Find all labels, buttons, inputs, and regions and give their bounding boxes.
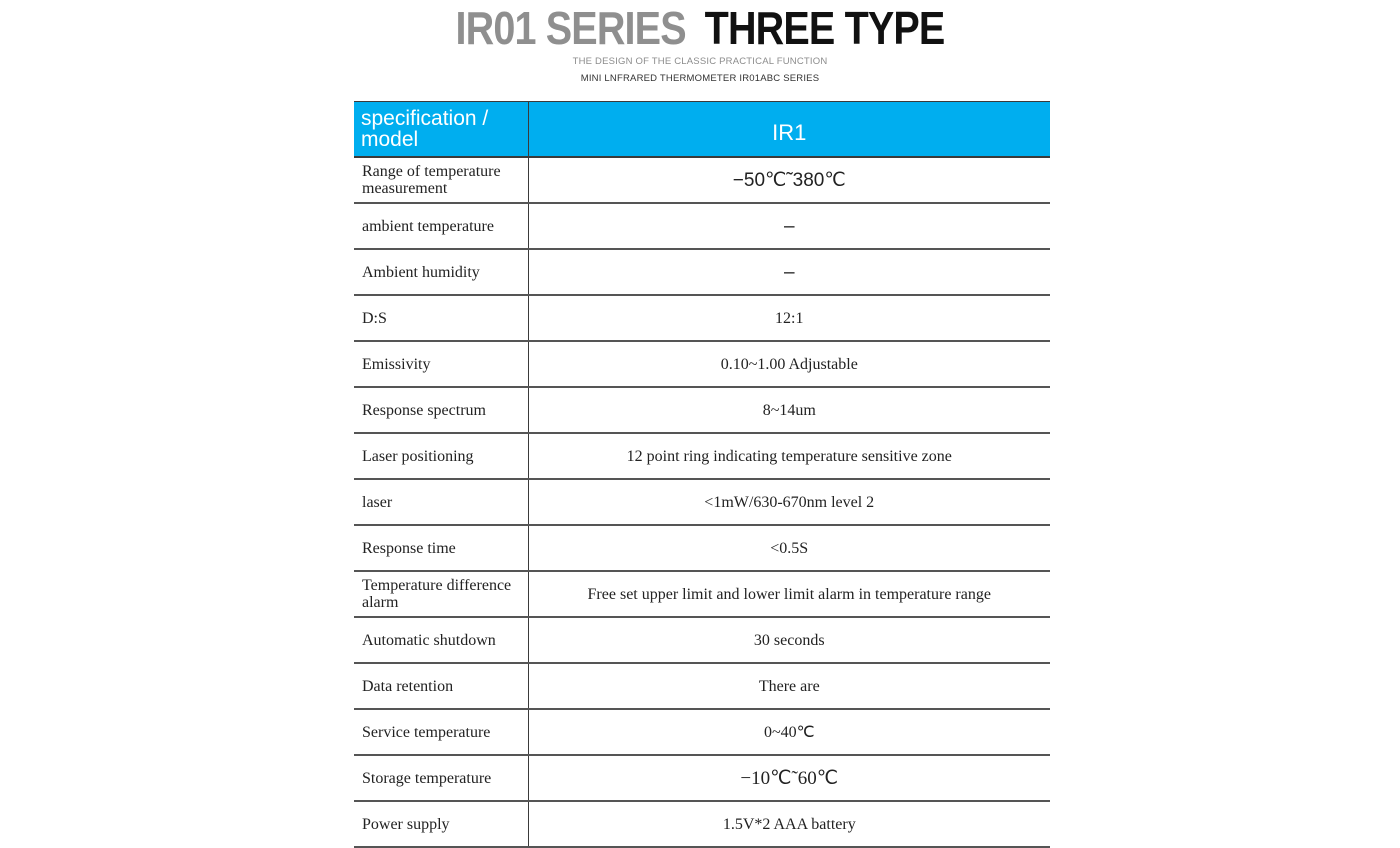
row-value: 0~40℃: [528, 709, 1050, 755]
header-label: specification / model: [354, 102, 528, 158]
table-row: [354, 249, 1050, 295]
row-value: –: [528, 249, 1050, 295]
row-value: –: [528, 203, 1050, 249]
subtitle-series: MINI LNFRARED THERMOMETER IR01ABC SERIES: [580, 73, 820, 84]
row-label: Response spectrum: [354, 387, 528, 433]
table-row: [354, 341, 1050, 387]
title-series: IR01 SERIES: [455, 2, 686, 54]
row-label: Power supply: [354, 801, 528, 847]
row-label: Service temperature: [354, 709, 528, 755]
row-value: −50℃˜380℃: [528, 157, 1050, 203]
table-row: [354, 295, 1050, 341]
row-label: Laser positioning: [354, 433, 528, 479]
row-value: 1.5V*2 AAA battery: [528, 801, 1050, 847]
table-row: [354, 801, 1050, 847]
title-type: THREE TYPE: [704, 2, 945, 54]
row-label: laser: [354, 479, 528, 525]
subtitle-design: THE DESIGN OF THE CLASSIC PRACTICAL FUNCTION: [572, 56, 828, 67]
row-label: Ambient humidity: [354, 249, 528, 295]
row-label: Emissivity: [354, 341, 528, 387]
row-value: <0.5S: [528, 525, 1050, 571]
row-value: 0.10~1.00 Adjustable: [528, 341, 1050, 387]
row-label: Storage temperature: [354, 755, 528, 801]
row-label: Response time: [354, 525, 528, 571]
table-row: [354, 479, 1050, 525]
row-label: Temperature difference alarm: [354, 571, 528, 617]
row-value: 12 point ring indicating temperature sensitive zone: [528, 433, 1050, 479]
row-label: Automatic shutdown: [354, 617, 528, 663]
row-value: 12:1: [528, 295, 1050, 341]
table-row: [354, 203, 1050, 249]
table-row: [354, 571, 1050, 617]
table-row: [354, 709, 1050, 755]
table-row: [354, 755, 1050, 801]
table-header-row: [354, 102, 1050, 158]
row-value: Free set upper limit and lower limit alarm in temperature range: [528, 571, 1050, 617]
row-value: There are: [528, 663, 1050, 709]
table-row: [354, 617, 1050, 663]
table-row: [354, 663, 1050, 709]
row-value: −10℃˜60℃: [528, 755, 1050, 801]
model-name: IR1: [528, 102, 1050, 158]
row-label: Data retention: [354, 663, 528, 709]
spec-table: [354, 101, 1050, 848]
page-title: [98, 2, 1302, 54]
table-row: [354, 433, 1050, 479]
table-row: [354, 157, 1050, 203]
row-label: Range of temperature measurement: [354, 157, 528, 203]
row-label: ambient temperature: [354, 203, 528, 249]
row-value: <1mW/630-670nm level 2: [528, 479, 1050, 525]
table-row: [354, 525, 1050, 571]
row-label: D:S: [354, 295, 528, 341]
table-row: [354, 387, 1050, 433]
row-value: 8~14um: [528, 387, 1050, 433]
row-value: 30 seconds: [528, 617, 1050, 663]
